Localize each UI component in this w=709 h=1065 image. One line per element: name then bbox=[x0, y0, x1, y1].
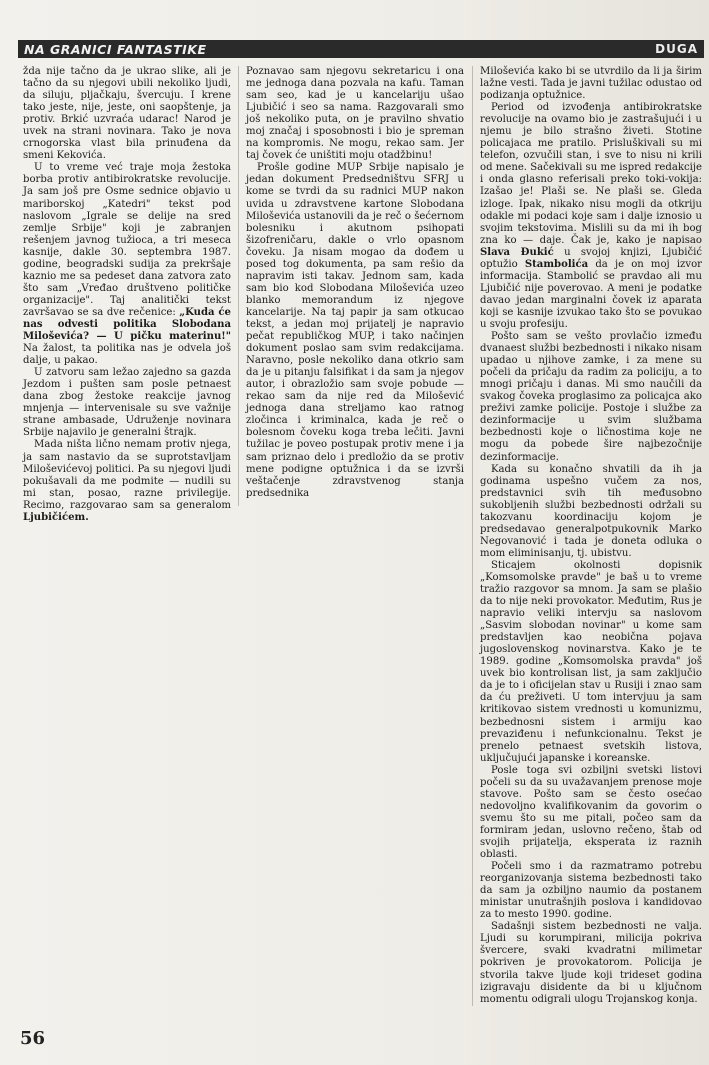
paragraph: Poznavao sam njegovu sekretaricu i ona me jednoga dana pozvala na kafu. Taman sam seo, kad je u kancelariju ušao Ljubičić i seo sa nama. Razgovarali smo još nekoliko puta, on je pravilno shvatio moj značaj i sposobnosti i bio je spreman na kompromis. Ne mogu, rekao sam. Jer taj čovek će uništiti moju otadžbinu! bbox=[246, 66, 464, 162]
paragraph-text: U to vreme već traje moja žestoka borba protiv antibirokratske revolucije. Ja sam još pre Osme sednice objavio u mariborskoj „Katedri" tekst pod naslovom „Igrale se delije na sred zemlje Srbije" koji je zabranjen rešenjem javnog tužioca, a tri meseca kasnije, dakle 30. septembra 1987. godine, beogradski sudija za prekršaje kaznio me sa pedeset dana zatvora zato što sam „Vređao društveno političke organizacije". Taj analitički tekst završavao se sa dve rečenice: bbox=[23, 162, 231, 318]
magazine-name: DUGA bbox=[655, 42, 698, 56]
paragraph: Pošto sam se vešto provlačio između dvanaest službi bezbednosti i nikako nisam upadao u njihove zamke, i za mene su počeli da pričaju da radim za policiju, a to mnogi pričaju i danas. Mi smo naučili da svakog čoveka proglasimo za policajca ako preživi zamke policije. Postoje i službe za dezinformacije u svim službama bezbednosti koje o ličnostima koje ne mogu da pobede šire najbezočnije dezinformacije. bbox=[480, 331, 702, 463]
paragraph: Sadašnji sistem bezbednosti ne valja. Ljudi su korumpirani, milicija pokriva švercere, svaki kvadratni milimetar pokriven je provokatorom. Policija je stvorila takve ljude koji trideset godina izigravaju disidente da bi u ključnom momentu odigrali ulogu Trojanskog konja. bbox=[480, 921, 702, 1005]
paragraph-text: Period od izvođenja antibirokratske revolucije na ovamo bio je zastrašujući i u njemu je bilo strašno živeti. Stotine policajaca me pratilo. Prisluškivali su mi telefon, ozvučili stan, i sve to nisu ni krili od mene. Sačekivali su me ispred redakcije i onda glasno referisali preko toki-vokija: Izašao je! Plaši se. Ne plaši se. Gleda izloge. Ipak, nikako nisu mogli da otkriju odakle mi podaci koje sam i dalje iznosio u svojim tekstovima. Mislili su da mi ih bog zna ko — daje. Čak je, kako je napisao bbox=[480, 102, 702, 246]
paragraph bbox=[23, 162, 231, 367]
section-header-bar bbox=[18, 40, 704, 58]
section-title: NA GRANICI FANTASTIKE bbox=[24, 41, 207, 57]
paragraph: Prošle godine MUP Srbije napisalo je jedan dokument Predsedništvu SFRJ u kome se tvrdi da su radnici MUP nakon uvida u zdravstvene kartone Slobodana Miloševića ustanovili da je reč o šećernom bolesniku i akutnom psihopati šizofreničaru, dakle o vrlo opasnom čoveku. Ja nisam mogao da dođem u posed tog dokumenta, pa sam rešio da napravim isti takav. Jednom sam, kada sam bio kod Slobodana Miloševića uzeo blanko memorandum iz njegove kancelarije. Na taj papir ja sam otkucao tekst, a jedan moj prijatelj je napravio pečat republičkog MUP, i tako načinjen dokument poslao sam svim redakcijama. Naravno, posle nekoliko dana otkrio sam da je u pitanju falsifikat i da sam ja njegov autor, i obrazložio sam svoje pobude — rekao sam da nije red da Milošević jednoga dana streljamo kao ratnog zločinca i kriminalca, kada je reč o bolesnom čoveku koga treba lečiti. Javni tužilac je poveo postupak protiv mene i ja sam priznao delo i predložio da se protiv mene podigne optužnica i da se izvrši veštačenje zdravstvenog stanja predsednika bbox=[246, 162, 464, 499]
paragraph bbox=[23, 439, 231, 523]
column-divider bbox=[238, 66, 239, 506]
bold-name: Ljubičićem. bbox=[23, 511, 89, 523]
paragraph-text: Mada ništa lično nemam protiv njega, ja sam nastavio da se suprotstavljam Miloševićevoj politici. Pa su njegovi ljudi pokušavali da me podmite — nudili su mi stan, posao, razne privilegije. Recimo, razgovarao sam sa generalom bbox=[23, 439, 231, 511]
paragraph: žda nije tačno da je ukrao slike, ali je tačno da su njegovi ubili nekoliko ljudi, da siluju, pljačkaju, švercuju. I krene tako jeste, nije, jeste, oni saopštenje, ja protiv. Brkić uzvraća udarac! Narod je uvek na strani novinara. Tako je nova crnogorska vlast bila prinuđena da smeni Kekovića. bbox=[23, 66, 231, 162]
paragraph bbox=[480, 102, 702, 331]
paragraph: Kada su konačno shvatili da ih ja godinama uspešno vučem za nos, predstavnici svih tih međusobno sukobljenih službi bezbednosti održali su takozvanu koordinaciju kojom je predsedavao generalpotpukovnik Marko Negovanović i tada je doneta odluka o mom eliminisanju, tj. ubistvu. bbox=[480, 463, 702, 559]
page-number: 56 bbox=[20, 1028, 46, 1049]
paragraph: U zatvoru sam ležao zajedno sa gazda Jezdom i pušten sam posle petnaest dana zbog žestoke reakcije javnog mnjenja — intervenisale su sve važnije strane ambasade, Udruženje novinara Srbije najavilo je generalni štrajk. bbox=[23, 367, 231, 439]
paragraph: Miloševića kako bi se utvrdilo da li ja širim lažne vesti. Tada je javni tužilac odustao od podizanja optužnice. bbox=[480, 66, 702, 102]
paragraph-text: Na žalost, ta politika nas je odvela još dalje, u pakao. bbox=[23, 343, 231, 367]
text-column-1 bbox=[23, 66, 231, 524]
paragraph-text: u svojoj knjizi, Ljubičić optužio bbox=[480, 246, 703, 270]
bold-name: Stambolića bbox=[524, 258, 589, 270]
text-column-2 bbox=[246, 66, 464, 500]
column-divider bbox=[472, 66, 473, 1006]
paragraph: Počeli smo i da razmatramo potrebu reorganizovanja sistema bezbednosti tako da sam ja ozbiljno naumio da postanem ministar unutrašnjih poslova i kandidovao za to mesto 1990. godine. bbox=[480, 861, 702, 921]
quoted-sentence: „Kuda će nas odvesti politika Slobodana Miloševića? — U pičku materinu!" bbox=[23, 306, 231, 343]
paragraph-text: da je on moj izvor informacija. Stambolić se pravdao ali mu Ljubičić nije poverovao. A meni je podatke davao jedan marginalni čovek iz aparata koji se kasnije izvukao tako što se povukao u svoju profesiju. bbox=[480, 258, 702, 330]
bold-name: Slava Đukić bbox=[480, 246, 554, 258]
paragraph: Posle toga svi ozbiljni svetski listovi počeli su da su uvažavanjem prenose moje stavove. Pošto sam se često osećao nedovoljno kvalifikovanim da govorim o svemu što su me pitali, počeo sam da formiram jedan, uslovno rečeno, štab od svojih prijatelja, eksperata iz raznih oblasti. bbox=[480, 764, 702, 861]
text-column-3 bbox=[480, 66, 702, 1006]
paragraph: Sticajem okolnosti dopisnik „Komsomolske pravde" je baš u to vreme tražio razgovor sa mnom. Ja sam se plašio da to nije neki provokator. Međutim, Rus je napravio veliki intervju sa naslovom „Sasvim slobodan novinar" u kome sam predstavljen kao neobična pojava jugoslovenskog novinarstva. Kako je te 1989. godine „Komsomolska pravda" još uvek bio kontrolisan list, ja sam zaključio da je to i oficijelan stav u Rusiji i znao sam da ću preživeti. U tom intervjuu ja sam kritikovao sistem vrednosti u komunizmu, bezbednosni sistem i armiju kao prevaziđenu i nefunkcionalnu. Tekst je prenelo petnaest svetskih listova, uključujući japanske i koreanske. bbox=[480, 559, 702, 764]
